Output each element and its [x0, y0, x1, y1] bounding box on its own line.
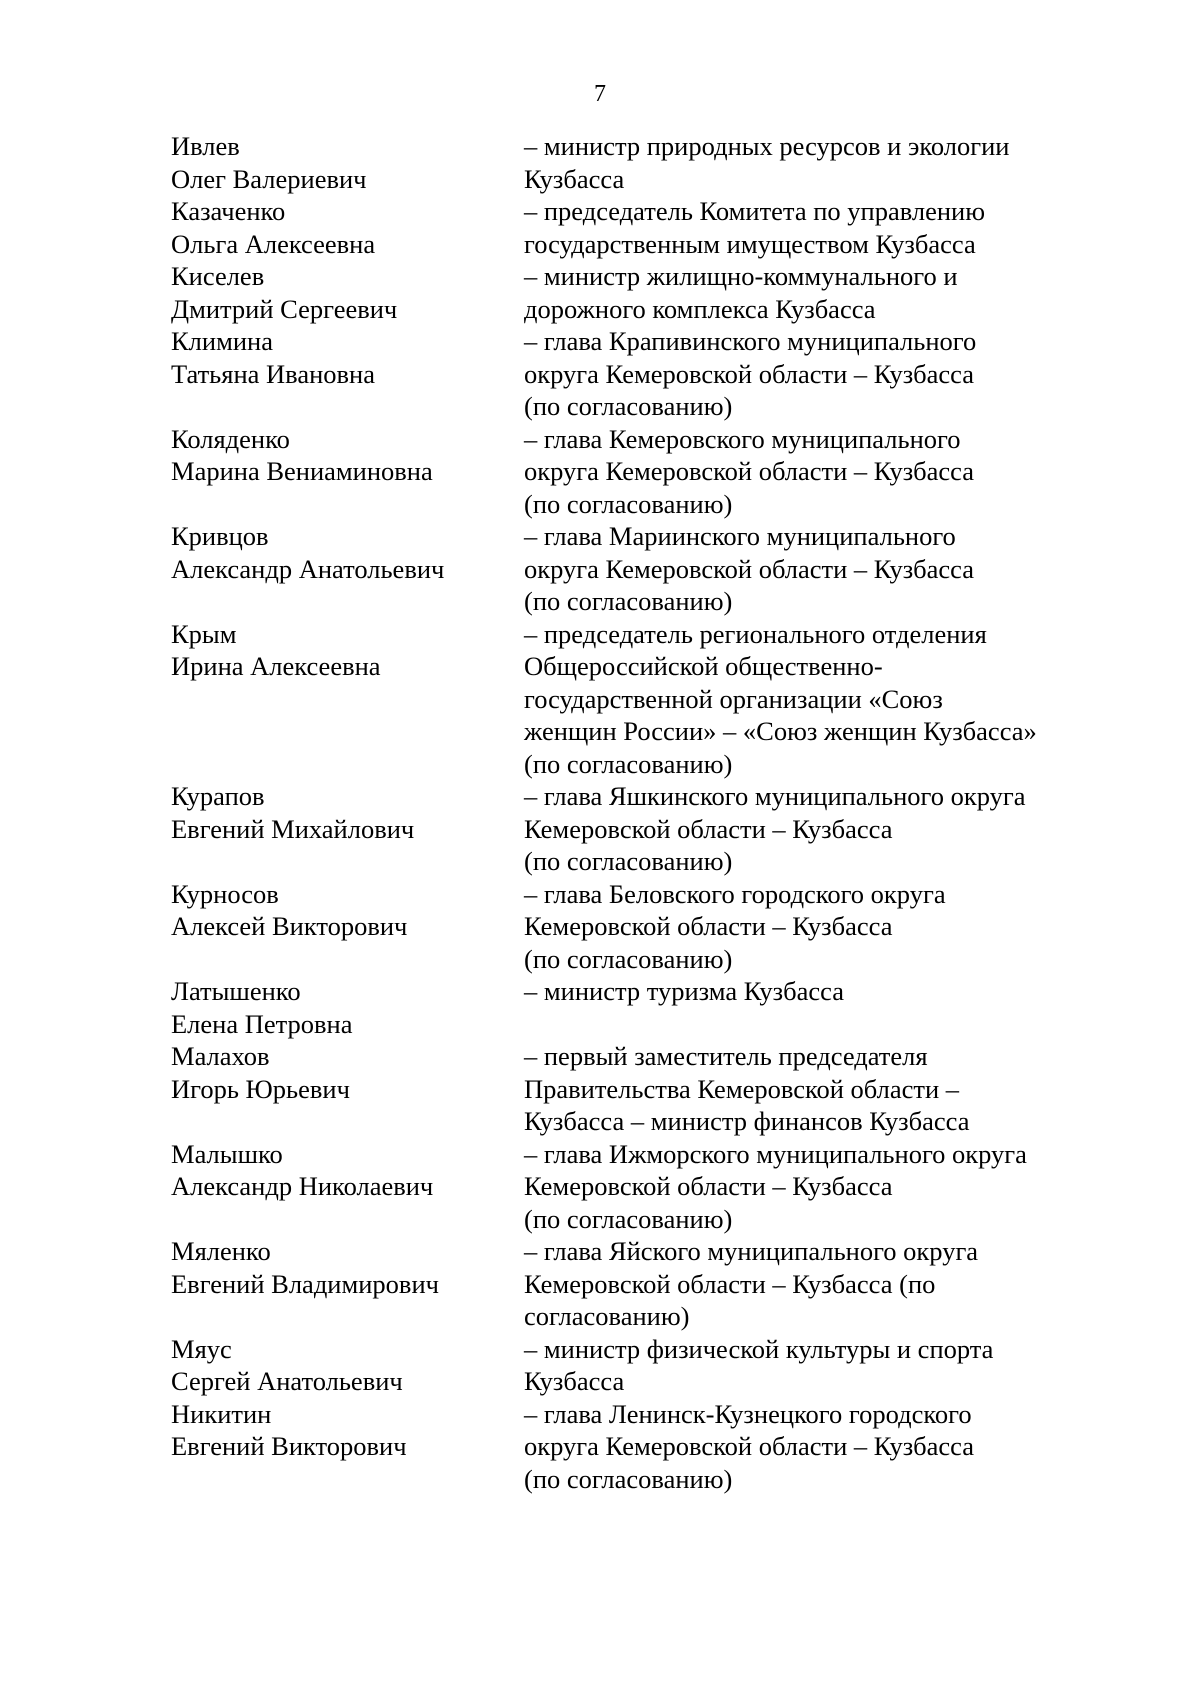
member-name	[171, 1235, 524, 1300]
member-role	[524, 260, 1171, 325]
member-given-names: Евгений Викторович	[171, 1431, 407, 1461]
member-role-line: – глава Яшкинского муниципального округа	[524, 781, 1026, 811]
member-entry	[171, 325, 1171, 423]
member-role	[524, 618, 1171, 781]
member-surname: Курносов	[171, 878, 279, 909]
member-role	[524, 975, 1171, 1040]
member-name	[171, 325, 524, 390]
member-entry	[171, 1040, 1171, 1138]
member-role-line: – глава Мариинского муниципального	[524, 521, 956, 551]
member-role-line: (по согласованию)	[524, 391, 733, 421]
member-entry	[171, 195, 1171, 260]
member-role-line: (по согласованию)	[524, 586, 733, 616]
member-role	[524, 1040, 1171, 1138]
member-role	[524, 195, 1171, 260]
member-name	[171, 260, 524, 325]
member-role-line: женщин России» – «Союз женщин Кузбасса»	[524, 716, 1037, 746]
member-surname: Малышко	[171, 1138, 283, 1169]
member-name	[171, 780, 524, 845]
member-entry	[171, 1235, 1171, 1333]
member-surname: Коляденко	[171, 423, 290, 454]
member-surname: Малахов	[171, 1041, 270, 1071]
member-entry	[171, 1138, 1171, 1236]
member-entry	[171, 130, 1171, 195]
member-role-line: государственным имуществом Кузбасса	[524, 228, 976, 259]
member-role-line: – глава Кемеровского муниципального	[524, 423, 961, 454]
member-role-line: (по согласованию)	[524, 943, 733, 974]
member-surname: Казаченко	[171, 196, 286, 226]
member-given-names: Александр Анатольевич	[171, 553, 445, 584]
member-name	[171, 1333, 524, 1398]
member-name	[171, 1398, 524, 1463]
member-given-names: Ирина Алексеевна	[171, 651, 381, 681]
member-surname: Курапов	[171, 781, 265, 811]
member-entry	[171, 520, 1171, 618]
member-surname: Климина	[171, 326, 273, 356]
member-given-names: Евгений Владимирович	[171, 1268, 439, 1299]
member-role	[524, 878, 1171, 976]
member-given-names: Алексей Викторович	[171, 911, 408, 941]
member-name	[171, 1138, 524, 1203]
member-entry	[171, 975, 1171, 1040]
member-entry	[171, 878, 1171, 976]
member-role-line: (по согласованию)	[524, 748, 733, 779]
page-number: 7	[594, 81, 606, 107]
member-entry	[171, 1333, 1171, 1398]
member-role-line: – глава Крапивинского муниципального	[524, 326, 977, 356]
member-role-line: Кемеровской области – Кузбасса (по	[524, 1268, 936, 1299]
member-given-names: Ольга Алексеевна	[171, 228, 376, 259]
member-given-names: Игорь Юрьевич	[171, 1073, 350, 1104]
member-name	[171, 1040, 524, 1105]
member-role-line: – министр природных ресурсов и экологии	[524, 131, 1010, 161]
member-role-line: Кемеровской области – Кузбасса	[524, 911, 893, 941]
member-given-names: Олег Валериевич	[171, 163, 367, 194]
member-role	[524, 130, 1171, 195]
member-surname: Никитин	[171, 1398, 272, 1429]
member-role-line: (по согласованию)	[524, 488, 733, 519]
member-role	[524, 423, 1171, 521]
member-role-line: округа Кемеровской области – Кузбасса	[524, 553, 975, 584]
member-role-line: Кузбасса – министр финансов Кузбасса	[524, 1106, 970, 1136]
member-given-names: Сергей Анатольевич	[171, 1366, 403, 1396]
members-list	[171, 130, 1171, 1495]
member-entry	[171, 780, 1171, 878]
member-name	[171, 878, 524, 943]
member-surname: Ивлев	[171, 131, 240, 161]
member-role-line: – председатель регионального отделения	[524, 618, 987, 649]
member-name	[171, 520, 524, 585]
member-given-names: Марина Вениаминовна	[171, 456, 433, 486]
member-name	[171, 195, 524, 260]
member-role-line: – глава Ижморского муниципального округа	[524, 1138, 1027, 1169]
member-name	[171, 618, 524, 683]
member-name	[171, 975, 524, 1040]
member-role-line: – глава Яйского муниципального округа	[524, 1236, 979, 1266]
member-role	[524, 1333, 1171, 1398]
member-role-line: – министр туризма Кузбасса	[524, 976, 844, 1006]
member-surname: Мяус	[171, 1333, 232, 1364]
member-role-line: Кемеровской области – Кузбасса	[524, 813, 893, 844]
member-surname: Кривцов	[171, 521, 269, 551]
member-role-line: – первый заместитель председателя	[524, 1041, 928, 1071]
member-role-line: (по согласованию)	[524, 1463, 733, 1494]
member-surname: Латышенко	[171, 976, 301, 1006]
member-given-names: Дмитрий Сергеевич	[171, 293, 398, 324]
member-role-line: Кузбасса	[524, 163, 625, 194]
member-name	[171, 423, 524, 488]
member-role-line: округа Кемеровской области – Кузбасса	[524, 456, 975, 486]
member-role-line: Кемеровской области – Кузбасса	[524, 1171, 893, 1201]
member-role-line: округа Кемеровской области – Кузбасса	[524, 1431, 975, 1461]
member-given-names: Александр Николаевич	[171, 1171, 434, 1201]
member-entry	[171, 618, 1171, 781]
member-role	[524, 1235, 1171, 1333]
member-entry	[171, 260, 1171, 325]
member-given-names: Татьяна Ивановна	[171, 358, 375, 389]
member-role-line: Правительства Кемеровской области –	[524, 1073, 960, 1104]
member-role-line	[524, 1008, 1171, 1041]
member-role	[524, 1138, 1171, 1236]
member-name	[171, 130, 524, 195]
member-role-line: Кузбасса	[524, 1366, 625, 1396]
member-role-line: округа Кемеровской области – Кузбасса	[524, 358, 975, 389]
member-role-line: – глава Беловского городского округа	[524, 878, 946, 909]
member-role-line: согласованию)	[524, 1301, 690, 1331]
member-role	[524, 325, 1171, 423]
member-surname: Крым	[171, 618, 237, 649]
member-role-line: дорожного комплекса Кузбасса	[524, 293, 876, 324]
member-entry	[171, 423, 1171, 521]
member-surname: Мяленко	[171, 1236, 271, 1266]
member-role-line: (по согласованию)	[524, 846, 733, 876]
member-role-line: (по согласованию)	[524, 1203, 733, 1234]
member-given-names: Елена Петровна	[171, 1008, 353, 1039]
member-role-line: – глава Ленинск-Кузнецкого городского	[524, 1398, 972, 1429]
member-role-line: Общероссийской общественно-	[524, 651, 883, 681]
member-role	[524, 520, 1171, 618]
member-given-names: Евгений Михайлович	[171, 813, 415, 844]
member-role-line: государственной организации «Союз	[524, 683, 943, 714]
member-role-line: – министр жилищно-коммунального и	[524, 261, 958, 291]
member-surname: Киселев	[171, 261, 265, 291]
member-role	[524, 780, 1171, 878]
member-entry	[171, 1398, 1171, 1496]
member-role	[524, 1398, 1171, 1496]
member-role-line: – министр физической культуры и спорта	[524, 1333, 994, 1364]
member-role-line: – председатель Комитета по управлению	[524, 196, 986, 226]
